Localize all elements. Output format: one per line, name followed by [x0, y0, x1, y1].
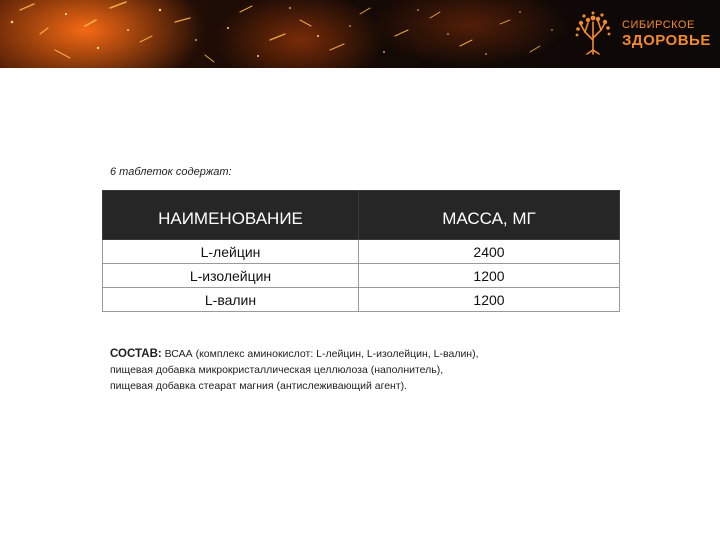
- brand-name-line2: ЗДОРОВЬЕ: [622, 32, 711, 49]
- tree-icon: [570, 10, 616, 56]
- ingredient-name: L-лейцин: [103, 240, 359, 264]
- ingredient-mass: 1200: [359, 288, 620, 312]
- ingredient-mass: 2400: [359, 240, 620, 264]
- table-caption: 6 таблеток содержат:: [110, 166, 232, 178]
- composition-line: пищевая добавка стеарат магния (антислеживающий агент).: [110, 380, 408, 392]
- brand-logo: [568, 10, 718, 58]
- table-row: [103, 288, 620, 312]
- table-row: [103, 240, 620, 264]
- ingredient-name: L-изолейцин: [103, 264, 359, 288]
- composition-text: [110, 346, 630, 394]
- composition-line: [110, 346, 630, 362]
- composition-line: пищевая добавка микрокристаллическая целлюлоза (наполнитель),: [110, 364, 444, 376]
- brand-name-line1: СИБИРСКОЕ: [622, 19, 695, 31]
- table-row: [103, 264, 620, 288]
- composition-line-text: ВСАА (комплекс аминокислот: L-лейцин, L-изолейцин, L-валин),: [164, 348, 479, 360]
- header-banner: [0, 0, 720, 68]
- header-name: НАИМЕНОВАНИЕ: [103, 191, 359, 240]
- composition-table: [102, 190, 620, 312]
- ingredient-name: L-валин: [103, 288, 359, 312]
- table-header-row: [103, 191, 620, 240]
- ingredient-mass: 1200: [359, 264, 620, 288]
- composition-label: СОСТАВ:: [110, 348, 162, 360]
- header-mass: МАССА, МГ: [359, 191, 620, 240]
